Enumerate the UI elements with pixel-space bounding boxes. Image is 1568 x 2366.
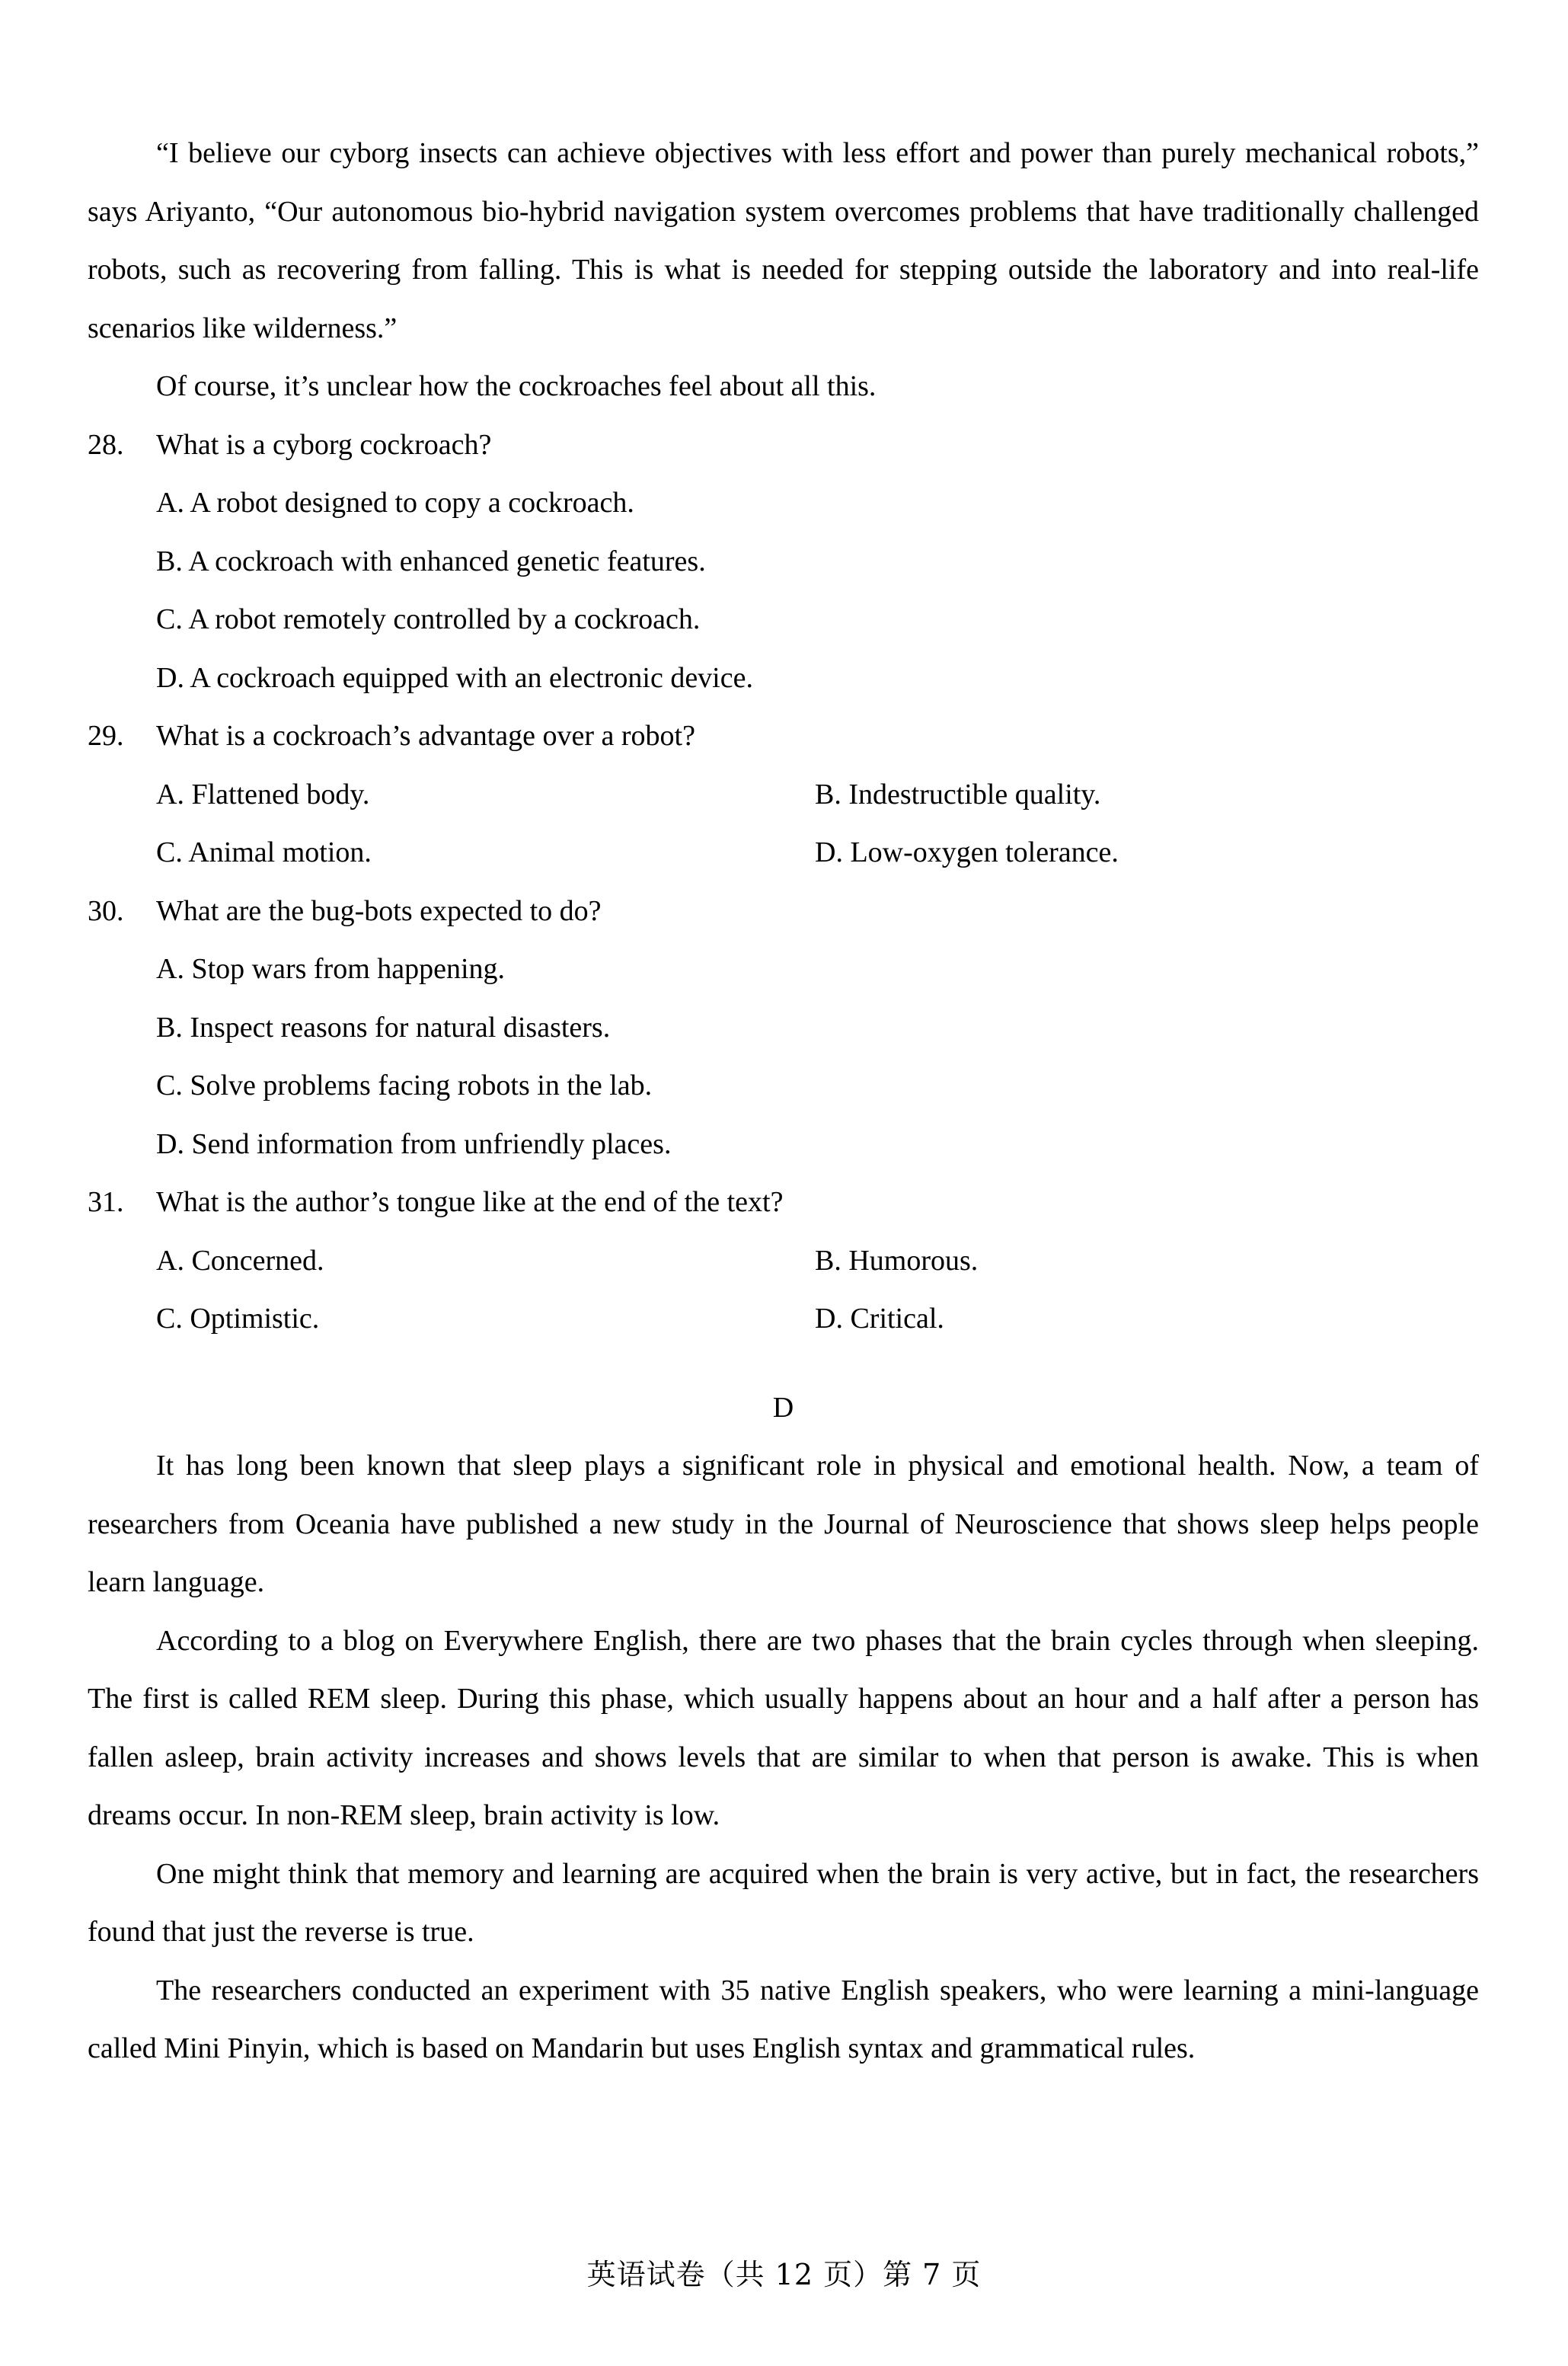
option-row	[156, 823, 1479, 882]
exam-page	[88, 124, 1479, 2078]
option-b: B. Humorous.	[815, 1244, 979, 1277]
passage-d-paragraph: One might think that memory and learning are acquired when the brain is very active, but in fact, the researchers found that just the reverse is true.	[88, 1857, 1479, 1948]
option-a: A. A robot designed to copy a cockroach.	[156, 487, 634, 519]
option-c: C. Optimistic.	[156, 1303, 320, 1335]
option-d: D. Low-oxygen tolerance.	[815, 836, 1119, 868]
question-30-options	[88, 940, 1479, 1173]
question-number: 29.	[88, 720, 124, 752]
option-row	[156, 1290, 1479, 1348]
option-c: C. Solve problems facing robots in the lab.	[156, 1069, 653, 1101]
option-a: A. Concerned.	[156, 1244, 324, 1277]
option-a: A. Flattened body.	[156, 778, 370, 811]
option-b: B. Indestructible quality.	[815, 778, 1101, 811]
question-29	[88, 707, 1479, 766]
option-d: D. Critical.	[815, 1303, 944, 1335]
option-a: A. Stop wars from happening.	[156, 953, 506, 985]
question-number: 31.	[88, 1186, 124, 1218]
question-28	[88, 416, 1479, 475]
passage-d-paragraph: The researchers conducted an experiment with 35 native English speakers, who were learning a mini-language called Mini Pinyin, which is based on Mandarin but uses English syntax and grammatical rules.	[88, 1974, 1479, 2064]
question-29-options	[88, 766, 1479, 882]
option-row	[156, 766, 1479, 824]
page-footer: 英语试卷（共 12 页）第 7 页	[586, 2258, 982, 2291]
question-28-options	[88, 474, 1479, 707]
passage-c-paragraph: “I believe our cyborg insects can achieve objectives with less effort and power than purely mechanical robots,” says Ariyanto, “Our autonomous bio-hybrid navigation system overcomes problems that have traditionally challenged robots, such as recovering from falling. This is what is needed for stepping outside the laboratory and into real-life scenarios like wilderness.”	[88, 137, 1479, 344]
passage-c-paragraph: Of course, it’s unclear how the cockroaches feel about all this.	[156, 370, 877, 402]
passage-d-paragraph: It has long been known that sleep plays a significant role in physical and emotional health. Now, a team of researchers from Oceania have published a new study in the Journal of Neuroscience that shows sleep helps people learn language.	[88, 1450, 1479, 1598]
option-d: D. A cockroach equipped with an electronic device.	[156, 661, 753, 694]
option-c: C. A robot remotely controlled by a cockroach.	[156, 603, 701, 635]
question-text: What is a cockroach’s advantage over a robot?	[156, 720, 695, 752]
question-text: What is a cyborg cockroach?	[156, 428, 492, 461]
question-31	[88, 1173, 1479, 1232]
question-30	[88, 882, 1479, 941]
passage-d-paragraph: According to a blog on Everywhere English, there are two phases that the brain cycles through when sleeping. The first is called REM sleep. During this phase, which usually happens about an hour and a half after a person has fallen asleep, brain activity increases and shows levels that are similar to when that person is awake. This is when dreams occur. In non-REM sleep, brain activity is low.	[88, 1624, 1479, 1831]
section-heading-d: D	[772, 1391, 794, 1424]
option-b: B. A cockroach with enhanced genetic features.	[156, 545, 706, 577]
question-text: What are the bug-bots expected to do?	[156, 894, 602, 927]
question-31-options	[88, 1232, 1479, 1348]
question-number: 28.	[88, 428, 124, 461]
option-row	[156, 1232, 1479, 1290]
option-b: B. Inspect reasons for natural disasters.	[156, 1011, 611, 1044]
option-c: C. Animal motion.	[156, 836, 372, 868]
question-number: 30.	[88, 894, 124, 927]
question-text: What is the author’s tongue like at the end of the text?	[156, 1186, 784, 1218]
option-d: D. Send information from unfriendly places.	[156, 1127, 672, 1160]
